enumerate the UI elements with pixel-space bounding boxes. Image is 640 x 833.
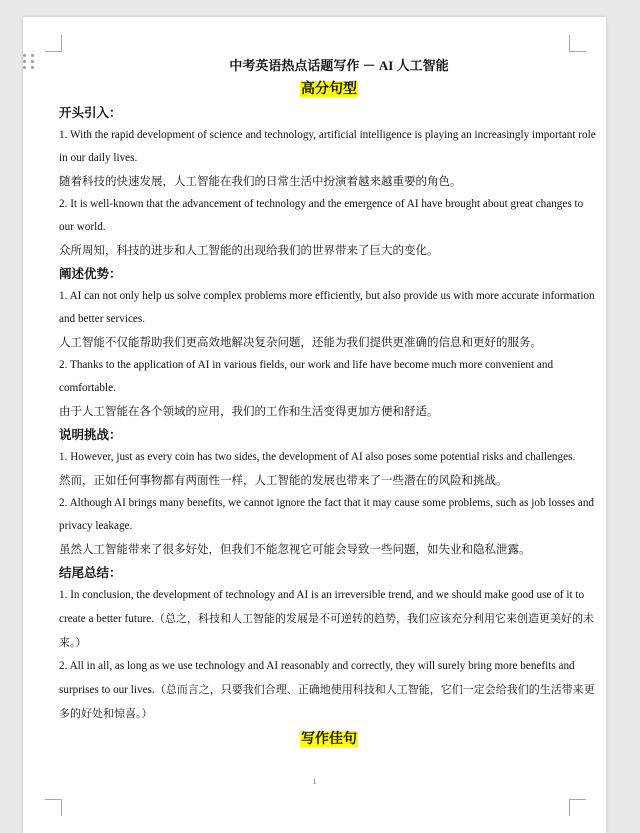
english-sentence: 1. With the rapid development of science and technology, artificial intelligence is playing an increasingly important role in our daily lives. xyxy=(59,129,596,164)
english-sentence: 2. All in all, as long as we use technology and AI reasonably and correctly, they will surely bring more benefits and surprises to our lives. xyxy=(59,660,575,696)
footer-heading-line xyxy=(59,727,599,751)
sentence-with-translation xyxy=(59,584,599,655)
chinese-translation: 然而，正如任何事物都有两面性一样，人工智能的发展也带来了一些潜在的风险和挑战。 xyxy=(59,473,508,487)
subtitle-line xyxy=(59,77,599,101)
drag-handle-icon[interactable] xyxy=(23,54,35,70)
document-body[interactable] xyxy=(59,55,599,751)
document-page xyxy=(23,17,606,833)
footer-heading-highlight: 写作佳句 xyxy=(301,731,357,747)
page-number: 1 xyxy=(312,777,317,786)
english-sentence: 1. AI can not only help us solve complex problems more efficiently, but also provide us with more accurate information and better services. xyxy=(59,290,595,325)
chinese-translation: （总之，科技和人工智能的发展是不可逆转的趋势，我们应该充分利用它来创造更美好的未来。） xyxy=(59,612,595,649)
margin-corner-mark xyxy=(569,799,586,816)
english-sentence: 2. It is well-known that the advancement of technology and the emergence of AI have brought about great changes to our world. xyxy=(59,198,584,233)
english-sentence: 2. Thanks to the application of AI in various fields, our work and life have become much more convenient and comfortable. xyxy=(59,359,554,394)
english-sentence: 2. Although AI brings many benefits, we cannot ignore the fact that it may cause some problems, such as job losses and privacy leakage. xyxy=(59,497,595,532)
section-heading: 开头引入： xyxy=(59,105,122,120)
section-heading: 结尾总结： xyxy=(59,565,122,580)
document-title: 中考英语热点话题写作 － AI 人工智能 xyxy=(229,58,449,73)
sentence-with-translation xyxy=(59,655,599,726)
chinese-translation: （总而言之，只要我们合理、正确地使用科技和人工智能，它们一定会给我们的生活带来更多的好处和惊喜。） xyxy=(59,683,595,720)
margin-corner-mark xyxy=(569,35,586,52)
section-heading: 阐述优势： xyxy=(59,266,122,281)
margin-corner-mark xyxy=(45,35,62,52)
english-sentence: 1. In conclusion, the development of technology and AI is an irreversible trend, and we should make good use of it to create a better future. xyxy=(59,589,585,625)
section-heading: 说明挑战： xyxy=(59,427,122,442)
chinese-translation: 众所周知，科技的进步和人工智能的出现给我们的世界带来了巨大的变化。 xyxy=(59,243,439,257)
margin-corner-mark xyxy=(45,799,62,816)
chinese-translation: 人工智能不仅能帮助我们更高效地解决复杂问题，还能为我们提供更准确的信息和更好的服务。 xyxy=(59,335,542,349)
chinese-translation: 由于人工智能在各个领域的应用，我们的工作和生活变得更加方便和舒适。 xyxy=(59,404,439,418)
subtitle-highlight: 高分句型 xyxy=(301,81,357,97)
chinese-translation: 随着科技的快速发展，人工智能在我们的日常生活中扮演着越来越重要的角色。 xyxy=(59,174,462,188)
chinese-translation: 虽然人工智能带来了很多好处，但我们不能忽视它可能会导致一些问题，如失业和隐私泄露。 xyxy=(59,542,531,556)
english-sentence: 1. However, just as every coin has two sides, the development of AI also poses some potential risks and challenges. xyxy=(59,451,576,463)
